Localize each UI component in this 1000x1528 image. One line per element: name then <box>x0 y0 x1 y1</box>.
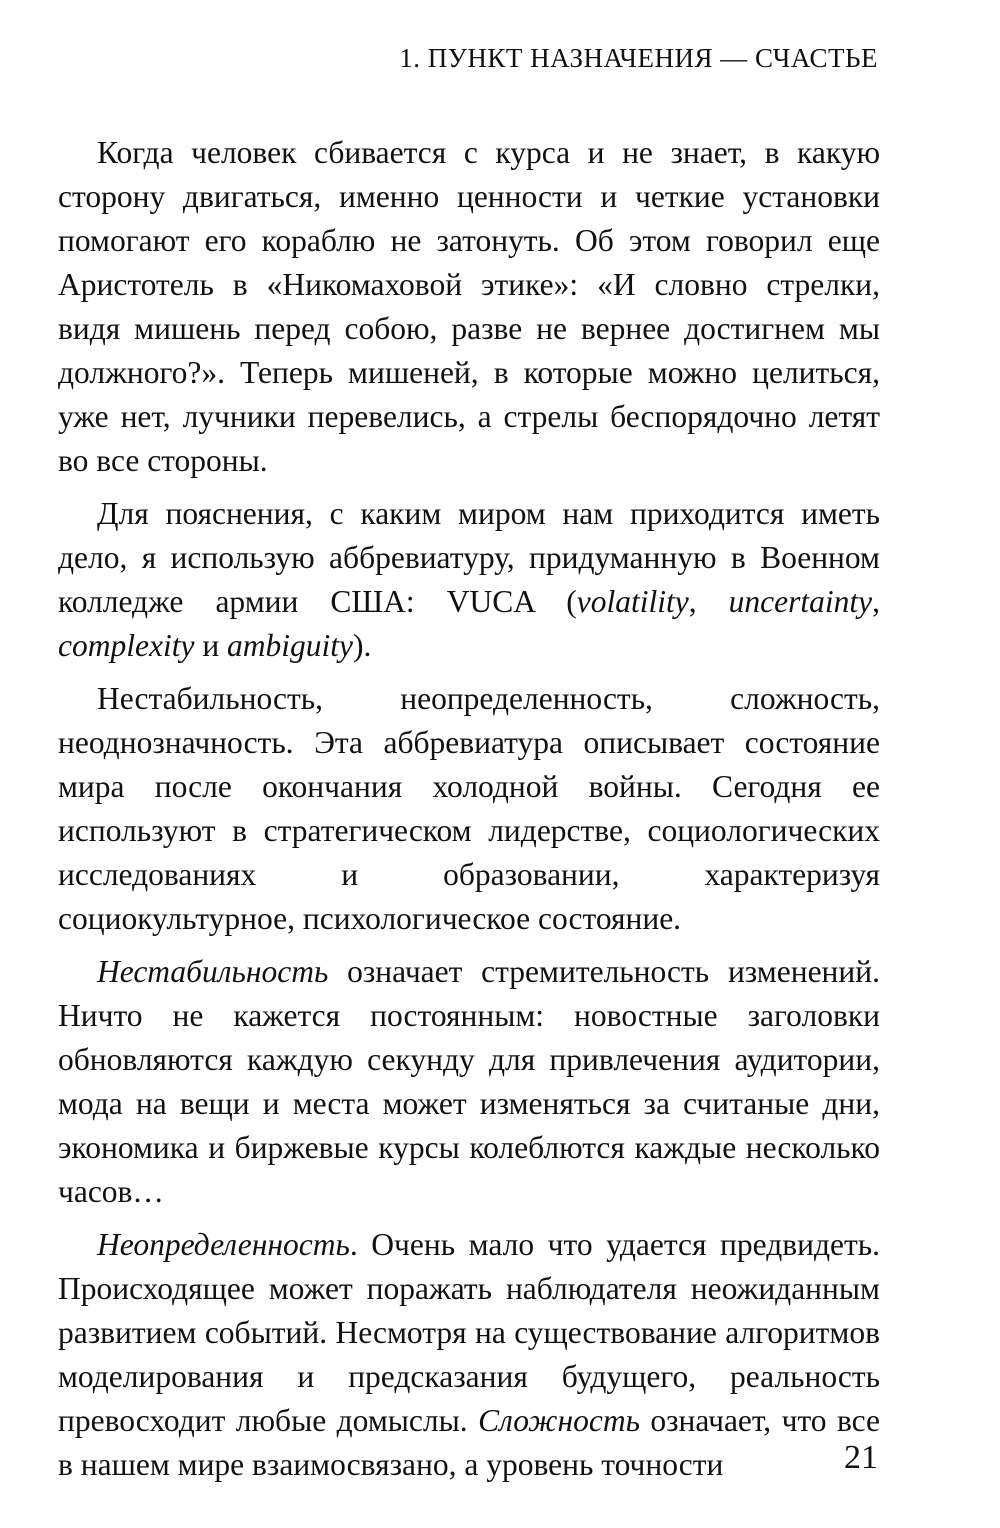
term-volatility: volatility <box>576 584 689 619</box>
body-text <box>58 131 880 1487</box>
term-ambiguity: ambiguity <box>227 628 354 663</box>
term-uncertainty: uncertainty <box>728 584 873 619</box>
running-head: 1. ПУНКТ НАЗНАЧЕНИЯ — СЧАСТЬЕ <box>399 43 878 73</box>
uncertainty-text: . Очень мало что удается предвидеть. Происходящее может поражать наблюдателя неожиданным развитием событий. Несмотря на существование алгоритмов моделирования и предсказания будущего, реальность превосходит любые домыслы. <box>58 1227 880 1438</box>
complexity-text: означает, что все в нашем мире взаимосвязано, а уровень точности <box>58 1403 880 1482</box>
paragraph-aristotle: Когда человек сбивается с курса и не знает, в какую сторону двигаться, именно ценности и четкие установки помогают его кораблю не затонуть. Об этом говорил еще Аристотель в «Никомаховой этике»: «И словно стрелки, видя мишень перед собою, разве не вернее достигнем мы должного?». Теперь мишеней, в которые можно целиться, уже нет, лучники перевелись, а стрелы беспорядочно летят во все стороны. <box>58 135 880 478</box>
paragraph-uncertainty <box>58 1223 880 1487</box>
term-neopredelennost: Неопределенность <box>97 1227 350 1262</box>
vuca-lead-text: Для пояснения, с каким миром нам приходится иметь дело, я использую аббревиатуру, придуманную в Военном колледже армии США: VUCA ( <box>58 496 880 619</box>
term-complexity: complexity <box>58 628 195 663</box>
page-number: 21 <box>844 1439 878 1476</box>
paragraph-volatility <box>58 950 880 1214</box>
vuca-tail-text: ). <box>353 628 372 663</box>
term-slozhnost: Сложность <box>478 1403 640 1438</box>
paragraph-vuca-meaning: Нестабильность, неопределенность, сложность, неоднозначность. Эта аббревиатура описывает состояние мира после окончания холодной войны. Сегодня ее используют в стратегическом лидерстве, социологических исследованиях и образовании, характеризуя социокультурное, психологическое состояние. <box>58 681 880 936</box>
volatility-text: означает стремительность изменений. Ничто не кажется постоянным: новостные заголовки обновляются каждую секунду для привлечения аудитории, мода на вещи и места может изменяться за считаные дни, экономика и биржевые курсы колеблются каждые несколько часов… <box>58 954 880 1209</box>
separator: и <box>194 628 228 663</box>
separator: , <box>688 584 729 619</box>
paragraph-vuca <box>58 492 880 668</box>
term-nestabilnost: Нестабильность <box>97 954 329 989</box>
separator: , <box>872 584 880 619</box>
